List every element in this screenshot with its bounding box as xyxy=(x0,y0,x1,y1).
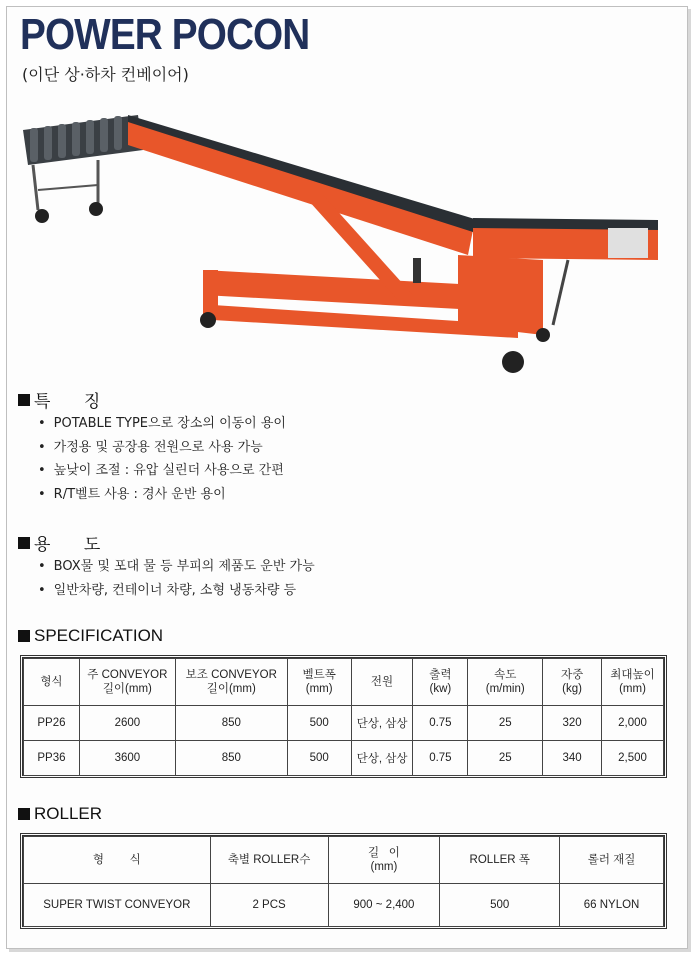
header-text: (m/min) xyxy=(485,683,525,695)
list-item: • R/T벨트 사용 : 경사 운반 용이 xyxy=(38,483,286,507)
table-cell: 850 xyxy=(175,706,287,741)
header-text: 속도 xyxy=(494,669,517,681)
roller-table-frame xyxy=(20,833,667,929)
column-header xyxy=(602,659,664,706)
table-row xyxy=(24,741,664,776)
page-subtitle: (이단 상·하차 컨베이어) xyxy=(22,65,189,84)
column-header xyxy=(287,659,351,706)
table-header-row xyxy=(24,659,664,706)
roller-conveyor-section xyxy=(23,115,143,223)
usage-list xyxy=(38,555,315,602)
header-text: 보조 CONVEYOR xyxy=(185,669,277,681)
column-header xyxy=(210,837,328,884)
header-text: 형 식 xyxy=(92,854,141,866)
list-item: • 가정용 및 공장용 전원으로 사용 가능 xyxy=(38,436,286,460)
table-cell: 850 xyxy=(175,741,287,776)
table-cell: 500 xyxy=(287,741,351,776)
table-cell: 단상, 삼상 xyxy=(351,706,413,741)
table-cell: 320 xyxy=(543,706,602,741)
column-header xyxy=(468,659,543,706)
table-cell: 2,000 xyxy=(602,706,664,741)
header-text: 길이(mm) xyxy=(206,683,256,695)
hydraulic-cylinder xyxy=(413,258,421,283)
list-item: • 일반차량, 컨테이너 차량, 소형 냉동차량 등 xyxy=(38,579,315,603)
column-header xyxy=(24,659,80,706)
spec-table-frame xyxy=(20,655,667,778)
wheel xyxy=(536,328,550,342)
wheel xyxy=(200,312,216,328)
column-header xyxy=(328,837,440,884)
header-text: (mm) xyxy=(305,683,333,695)
table-cell: 2 PCS xyxy=(210,884,328,927)
wheel xyxy=(502,351,524,373)
header-text: (mm) xyxy=(619,683,646,695)
roller-table xyxy=(23,836,664,927)
square-bullet-icon xyxy=(18,808,30,820)
table-cell: SUPER TWIST CONVEYOR xyxy=(24,884,211,927)
column-header xyxy=(175,659,287,706)
header-text: ROLLER 폭 xyxy=(469,854,530,866)
table-cell: 2600 xyxy=(79,706,175,741)
list-item: • 높낮이 조절 : 유압 실린더 사용으로 간편 xyxy=(38,459,286,483)
header-text: 롤러 재질 xyxy=(587,854,636,866)
column-header xyxy=(79,659,175,706)
table-cell: 0.75 xyxy=(413,741,468,776)
list-item: • BOX물 및 포대 물 등 부피의 제품도 운반 가능 xyxy=(38,555,315,579)
column-header xyxy=(351,659,413,706)
spec-heading: SPECIFICATION xyxy=(18,626,163,646)
features-list xyxy=(38,412,286,506)
column-header xyxy=(543,659,602,706)
header-text: 벨트폭 xyxy=(302,669,336,681)
header-text: (mm) xyxy=(370,861,398,873)
table-cell: 2,500 xyxy=(602,741,664,776)
table-cell: 단상, 삼상 xyxy=(351,741,413,776)
column-header xyxy=(24,837,211,884)
header-text: 주 CONVEYOR xyxy=(87,669,168,681)
header-text: 길이(mm) xyxy=(102,683,152,695)
list-item: • POTABLE TYPE으로 장소의 이동이 용이 xyxy=(38,412,286,436)
spec-table xyxy=(23,658,664,776)
page-title: POWER POCON xyxy=(20,10,310,59)
table-cell: 900 ~ 2,400 xyxy=(328,884,440,927)
table-cell: 500 xyxy=(287,706,351,741)
table-cell: PP36 xyxy=(24,741,80,776)
roller-heading: ROLLER xyxy=(18,804,102,824)
header-text: (kg) xyxy=(562,683,582,695)
table-row xyxy=(24,884,664,927)
square-bullet-icon xyxy=(18,537,30,549)
table-cell: PP26 xyxy=(24,706,80,741)
features-heading: 특 징 xyxy=(18,387,114,412)
table-cell: 25 xyxy=(468,741,543,776)
table-cell: 0.75 xyxy=(413,706,468,741)
square-bullet-icon xyxy=(18,630,30,642)
column-header xyxy=(440,837,560,884)
header-text: 출력 xyxy=(429,669,452,681)
header-text: 전원 xyxy=(370,676,394,688)
header-text: 자중 xyxy=(560,669,584,681)
column-header xyxy=(560,837,664,884)
table-header-row xyxy=(24,837,664,884)
header-text: 최대높이 xyxy=(610,669,655,681)
table-cell: 500 xyxy=(440,884,560,927)
header-text: (kw) xyxy=(429,683,452,695)
header-text: 축별 ROLLER수 xyxy=(227,854,311,866)
square-bullet-icon xyxy=(18,394,30,406)
table-row xyxy=(24,706,664,741)
table-cell: 340 xyxy=(543,741,602,776)
table-cell: 66 NYLON xyxy=(560,884,664,927)
header-text: 형식 xyxy=(40,676,63,688)
product-photo xyxy=(18,110,678,385)
table-cell: 25 xyxy=(468,706,543,741)
table-cell: 3600 xyxy=(79,741,175,776)
usage-heading: 용 도 xyxy=(18,530,114,555)
main-belt-conveyor xyxy=(128,115,658,260)
header-text: 길 이 xyxy=(368,847,400,859)
column-header xyxy=(413,659,468,706)
